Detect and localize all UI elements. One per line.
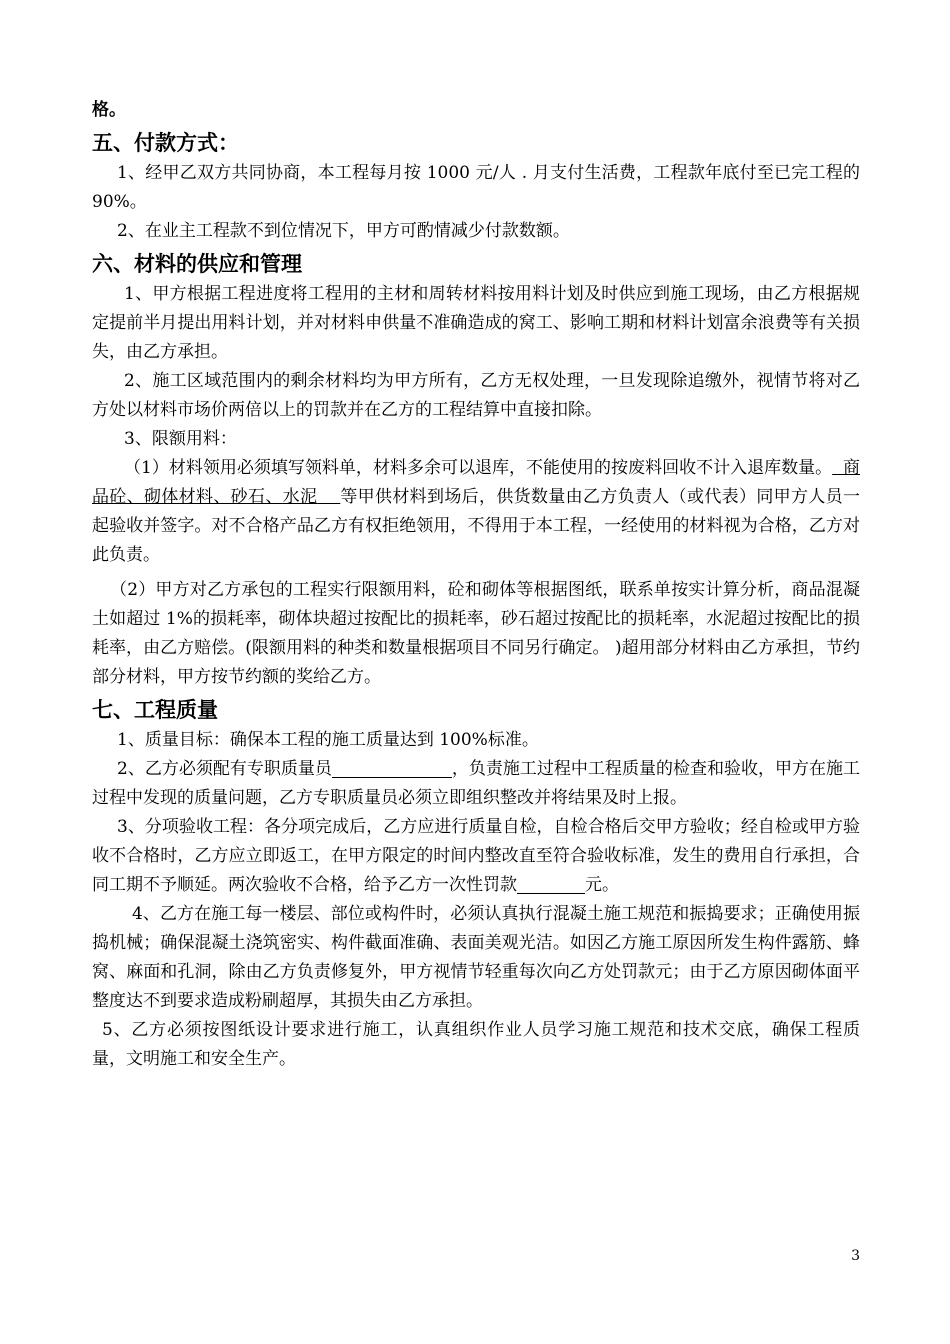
- page-number: 3: [851, 1248, 860, 1264]
- paragraph: 2、在业主工程款不到位情况下，甲方可酌情减少付款数额。: [117, 221, 570, 241]
- blank-line: [517, 874, 585, 894]
- paragraph: （2）甲方对乙方承包的工程实行限额用料，砼和砌体等根据图纸，联系单按实计算分析，商品混凝土如超过 1%的损耗率，砌体块超过按配比的损耗率，砂石超过按配比的损耗率，水泥超过按配比的损耗率，由乙方赔偿。(限额用料的种类和数量根据项目不同另行确定。 )超用部分材料由乙方承担，节约部分材料，甲方按节约额的奖给乙方。: [92, 580, 860, 687]
- paragraph: 5、乙方必须按图纸设计要求进行施工，认真组织作业人员学习施工规范和技术交底，确保工程质量，文明施工和安全生产。: [92, 1020, 860, 1069]
- continued-text: 格。: [92, 100, 126, 120]
- paragraph: 1、甲方根据工程进度将工程用的主材和周转材料按用料计划及时供应到施工现场，由乙方根据规定提前半月提出用料计划，并对材料申供量不准确造成的窝工、影响工期和材料计划富余浪费等有关损失，由乙方承担。: [92, 284, 860, 362]
- paragraph-text: （1）材料领用必须填写领料单，材料多余可以退库，不能使用的按废料回收不计入退库数量。: [124, 458, 833, 478]
- section-heading-materials: 六、材料的供应和管理: [92, 252, 302, 276]
- paragraph: 1、质量目标：确保本工程的施工质量达到 100%标准。: [117, 730, 539, 750]
- underlined-text: 商品砼、砌体材料、砂石、水泥: [92, 458, 860, 507]
- blank-line: [332, 758, 452, 778]
- section-heading-quality: 七、工程质量: [92, 698, 218, 722]
- paragraph-text: ，负责施工过程中工程质量的检查和验收，甲方在施工过程中发现的质量问题，乙方专职质量员必须立即组织整改并将结果及时上报。: [92, 759, 861, 808]
- paragraph: [92, 813, 860, 900]
- paragraph-text: 2、乙方必须配有专职质量员: [117, 759, 332, 779]
- paragraph-text: 等甲供材料到场后，供货数量由乙方负责人（或代表）同甲方人员一起验收并签字。对不合格产品乙方有权拒绝领用，不得用于本工程，一经使用的材料视为合格，乙方对此负责。: [92, 487, 861, 565]
- paragraph-text: 元。: [585, 875, 619, 895]
- paragraph: 2、施工区域范围内的剩余材料均为甲方所有，乙方无权处理，一旦发现除追缴外，视情节将对乙方处以材料市场价两倍以上的罚款并在乙方的工程结算中直接扣除。: [92, 371, 860, 420]
- paragraph: 4、乙方在施工每一楼层、部位或构件时，必须认真执行混凝土施工规范和振捣要求；正确使用振捣机械；确保混凝土浇筑密实、构件截面准确、表面美观光洁。如因乙方施工原因所发生构件露筋、蜂窝、麻面和孔洞，除由乙方负责修复外，甲方视情节轻重每次向乙方处罚款元；由于乙方原因砌体面平整度达不到要求造成粉刷超厚，其损失由乙方承担。: [92, 904, 860, 1011]
- paragraph-text: 3、分项验收工程：各分项完成后，乙方应进行质量自检，自检合格后交甲方验收；经自检或甲方验收不合格时，乙方应立即返工，在甲方限定的时间内整改直至符合验收标准，发生的费用自行承担，合同工期不予顺延。两次验收不合格，给予乙方一次性罚款: [92, 817, 860, 895]
- paragraph: 3、限额用料：: [124, 429, 237, 449]
- section-heading-payment: 五、付款方式：: [92, 131, 239, 155]
- paragraph: [92, 755, 860, 813]
- paragraph: [92, 454, 860, 570]
- document-body: [92, 96, 860, 1074]
- paragraph: 1、经甲乙双方共同协商，本工程每月按 1000 元/人 . 月支付生活费，工程款年底付至已完工程的 90%。: [92, 163, 860, 212]
